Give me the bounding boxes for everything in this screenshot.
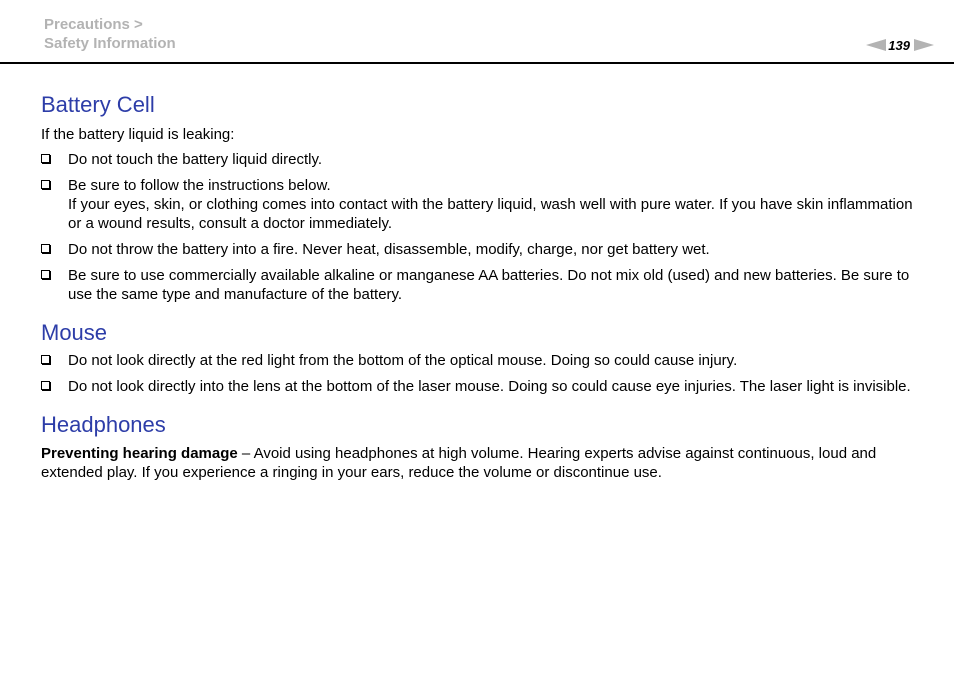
header-divider bbox=[0, 62, 954, 64]
page-header bbox=[0, 0, 954, 64]
headphones-paragraph bbox=[41, 444, 921, 482]
previous-page-arrow-icon[interactable] bbox=[866, 39, 886, 51]
breadcrumb-safety-information[interactable]: Safety Information bbox=[44, 35, 176, 52]
list-item bbox=[41, 150, 921, 169]
main-content bbox=[41, 92, 921, 482]
breadcrumb-precautions[interactable]: Precautions > bbox=[44, 16, 143, 33]
checkbox-bullet-icon bbox=[41, 244, 50, 253]
list-item bbox=[41, 240, 921, 259]
checkbox-bullet-icon bbox=[41, 355, 50, 364]
list-item-text: Do not look directly into the lens at the bottom of the laser mouse. Doing so could cause eye injuries. The laser light is invisible. bbox=[68, 378, 911, 395]
checkbox-bullet-icon bbox=[41, 270, 50, 279]
headphones-text: – Avoid using headphones at high volume. Hearing experts advise against continuous, loud and extended play. If you experience a ringing in your ears, reduce the volume or discontinue use. bbox=[41, 445, 877, 481]
mouse-list bbox=[41, 351, 921, 396]
mouse-heading: Mouse bbox=[41, 320, 108, 345]
list-item-detail: If your eyes, skin, or clothing comes into contact with the battery liquid, wash well with pure water. If you have skin inflammation or a wound results, consult a doctor immediately. bbox=[68, 196, 913, 232]
checkbox-bullet-icon bbox=[41, 180, 50, 189]
checkbox-bullet-icon bbox=[41, 154, 50, 163]
battery-intro: If the battery liquid is leaking: bbox=[41, 126, 235, 143]
next-page-arrow-icon[interactable] bbox=[914, 39, 934, 51]
list-item-text: Be sure to use commercially available alkaline or manganese AA batteries. Do not mix old (used) and new batteries. Be sure to use the same type and manufacture of the battery. bbox=[68, 267, 910, 303]
page-navigation bbox=[866, 36, 934, 54]
page-number: 139 bbox=[888, 37, 910, 53]
list-item bbox=[41, 266, 921, 304]
list-item-text: Do not look directly at the red light from the bottom of the optical mouse. Doing so could cause injury. bbox=[68, 352, 738, 369]
list-item-text: Do not throw the battery into a fire. Never heat, disassemble, modify, charge, nor get battery wet. bbox=[68, 241, 710, 258]
battery-cell-heading: Battery Cell bbox=[41, 92, 155, 117]
list-item bbox=[41, 351, 921, 370]
list-item bbox=[41, 377, 921, 396]
list-item bbox=[41, 176, 921, 233]
battery-list bbox=[41, 150, 921, 304]
headphones-lead: Preventing hearing damage bbox=[41, 445, 238, 462]
list-item-text: Do not touch the battery liquid directly. bbox=[68, 151, 323, 168]
list-item-text: Be sure to follow the instructions below. bbox=[68, 177, 331, 194]
checkbox-bullet-icon bbox=[41, 381, 50, 390]
headphones-heading: Headphones bbox=[41, 412, 166, 437]
